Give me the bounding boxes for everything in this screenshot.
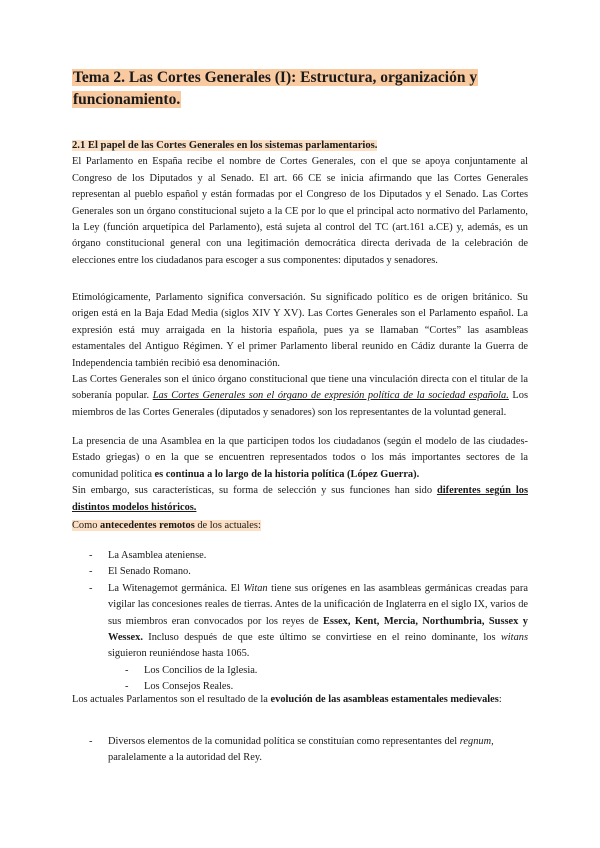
page-title <box>72 67 528 111</box>
section-body <box>72 138 528 269</box>
antecedentes-heading: Como antecedentes remotos de los actuales: <box>72 520 261 531</box>
paragraph-5: Sin embargo, sus características, su forma de selección y sus funciones han sido diferentes según los distintos modelos históricos. <box>72 485 528 513</box>
list-item: - La Asamblea ateniense. <box>72 548 528 564</box>
paragraph-4: La presencia de una Asamblea en la que participen todos los ciudadanos (según el modelo de las ciudades-Estado griegas) o en la que se encuentren representados todos o los más importantes sectores de la comunidad política es continua a lo largo de la historia política (López Guerra). <box>72 436 528 480</box>
section-body-2 <box>72 290 528 421</box>
paragraph-1: El Parlamento en España recibe el nombre de Cortes Generales, con el que se apoya conjuntamente al Congreso de los Diputados y al Senado. El art. 66 CE se inicia afirmando que las Cortes Generales representan al pueblo español y están formadas por el Congreso de los Diputados y el Senado. Las Cortes Generales son un órgano constitucional sujeto a la CE por lo que el principal acto normativo del Parlamento, la Ley (función arquetípica del Parlamento), está sujeta al control del TC (art.161 a.CE) y, además, es un órgano constitucional general con una legitimación democrática directa derivada de la celebración de elecciones entre los ciudadanos para escoger a sus componentes: diputados y senadores. <box>72 156 528 266</box>
antecedentes-list <box>72 548 528 696</box>
sub-list-item: - Los Concilios de la Iglesia. <box>72 663 528 679</box>
section-heading: 2.1 El papel de las Cortes Generales en los sistemas parlamentarios. <box>72 140 378 151</box>
inline-link[interactable]: Las Cortes Generales son el órgano de expresión política de la sociedad española. <box>152 390 509 402</box>
antecedentes-intro <box>72 518 528 534</box>
title-line-2: funcionamiento. <box>73 91 181 108</box>
paragraph-2: Etimológicamente, Parlamento significa conversación. Su significado político es de origen británico. Su origen está en la Baja Edad Media (siglos XIV Y XV). Las Cortes Generales son el Parlamento español. La expresión está muy arraigada en la historia española, pues ya se llamaban “Cortes” las asambleas estamentales del Antiguo Régimen. Y el primer Parlamento liberal reunido en Cádiz durante la Guerra de Independencia también recibió esa denominación. <box>72 292 528 369</box>
sub-list-item: - Los Consejos Reales. <box>72 679 528 695</box>
evolucion-paragraph: Los actuales Parlamentos son el resultado de la evolución de las asambleas estamentales medievales: <box>72 694 502 705</box>
title-line-1: Tema 2. Las Cortes Generales (I): Estructura, organización y <box>73 69 478 86</box>
list-item: - El Senado Romano. <box>72 564 528 580</box>
paragraph-3: Las Cortes Generales son el único órgano constitucional que tiene una vinculación directa con el titular de la soberanía popular. Las Cortes Generales son el órgano de expresión política de la sociedad española. Los miembros de las Cortes Generales (diputados y senadores) son los representantes de la voluntad general. <box>72 374 528 418</box>
section-body-3 <box>72 434 528 516</box>
evolucion-list <box>72 734 528 767</box>
list-item: - La Witenagemot germánica. El Witan tiene sus orígenes en las asambleas germánicas creadas para vigilar las concesiones reales de tierras. Antes de la unificación de Inglaterra en el siglo IX, varios de sus miembros eran convocados por los reyes de Essex, Kent, Mercia, Northumbria, Sussex y Wessex. Incluso después de que este último se convirtiese en el reino dominante, los witans siguieron reuniéndose hasta 1065. - Los Concilios de la Iglesia. - Los Consejos Reales. <box>72 581 528 696</box>
list-item: - Diversos elementos de la comunidad política se constituían como representantes del regnum, paralelamente a la autoridad del Rey. <box>72 734 528 767</box>
